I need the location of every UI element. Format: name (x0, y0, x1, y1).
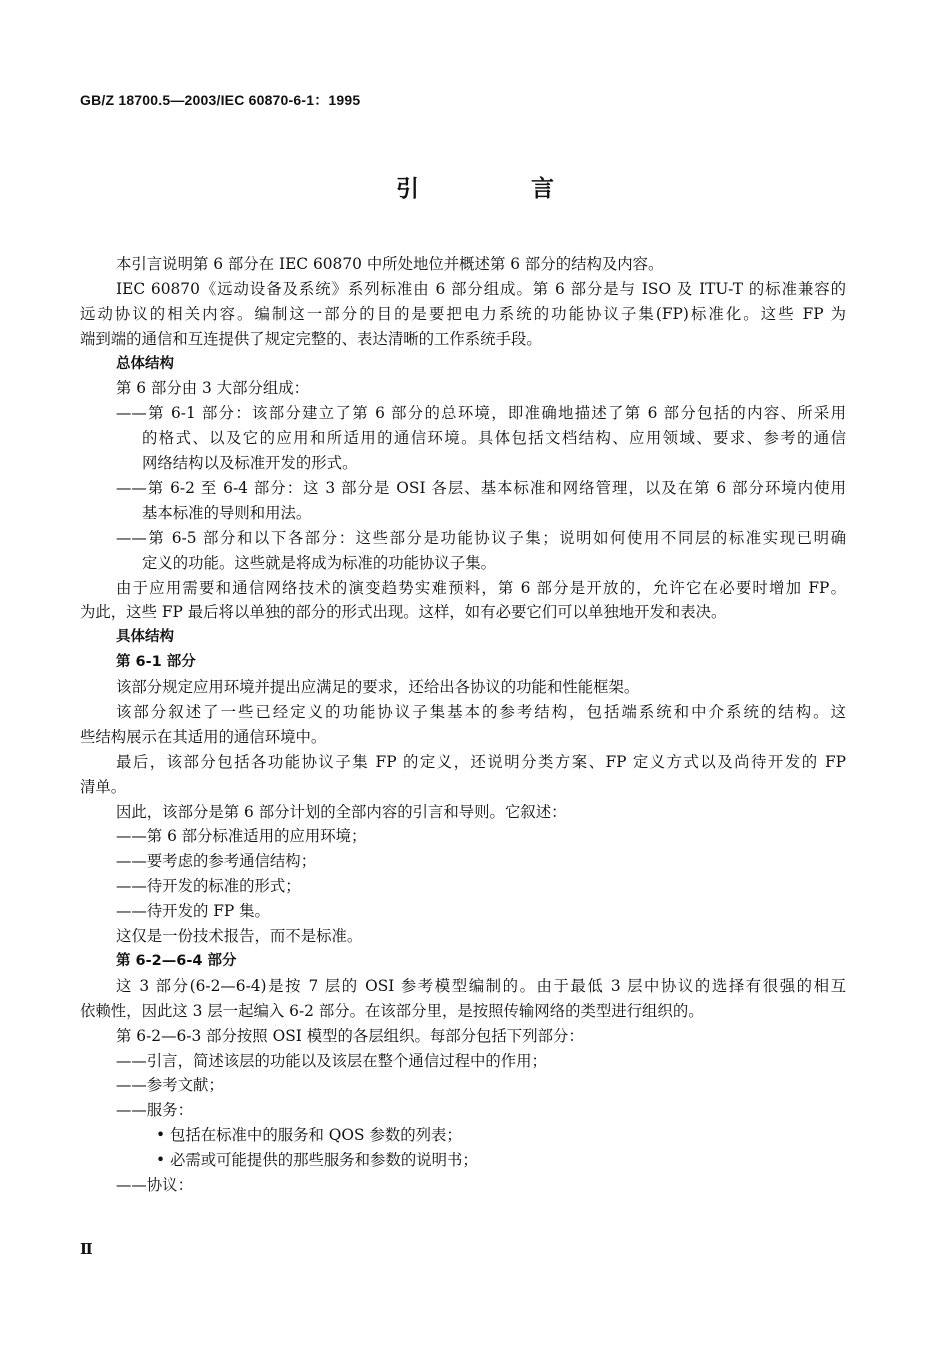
paragraph-line: 第 6-2—6-3 部分按照 OSI 模型的各层组织。每部分包括下列部分： (116, 1026, 584, 1045)
list-item: ——服务： (116, 1101, 193, 1120)
paragraph-line: 这 3 部分(6-2—6-4)是按 7 层的 OSI 参考模型编制的。由于最低 3 层中协议的选择有很强的相互 (116, 976, 846, 995)
list-item: ——协议： (116, 1175, 193, 1194)
paragraph-line: 清单。 (80, 777, 127, 796)
paragraph-line: 依赖性，因此这 3 层一起编入 6-2 部分。在该部分里，是按照传输网络的类型进行组织的。 (80, 1001, 704, 1020)
paragraph-line: IEC 60870《远动设备及系统》系列标准由 6 部分组成。第 6 部分是与 ISO 及 ITU-T 的标准兼容的 (116, 279, 846, 298)
list-item: ——第 6-5 部分和以下各部分：这些部分是功能协议子集；说明如何使用不同层的标准实现已明确 (116, 528, 846, 547)
document-body (80, 252, 846, 1198)
section-heading: 具体结构 (116, 629, 174, 646)
bullet-item: • 包括在标准中的服务和 QOS 参数的列表； (156, 1126, 462, 1145)
paragraph-line: 端到端的通信和互连提供了规定完整的、表达清晰的工作系统手段。 (80, 329, 542, 348)
subsection-heading: 第 6-1 部分 (116, 654, 196, 671)
paragraph-line: 些结构展示在其适用的通信环境中。 (80, 727, 327, 746)
paragraph-line: 为此，这些 FP 最后将以单独的部分的形式出现。这样，如有必要它们可以单独地开发和表决。 (80, 603, 727, 622)
list-item-continuation: 基本标准的导则和用法。 (142, 503, 312, 522)
paragraph-line: 本引言说明第 6 部分在 IEC 60870 中所处地位并概述第 6 部分的结构及内容。 (116, 255, 664, 273)
paragraph-line: 第 6 部分由 3 大部分组成： (116, 379, 310, 398)
list-item: ——要考虑的参考通信结构； (116, 852, 317, 871)
list-item: ——待开发的标准的形式； (116, 877, 301, 896)
list-item-continuation: 定义的功能。这些就是将成为标准的功能协议子集。 (142, 553, 496, 572)
paragraph-line: 最后，该部分包括各功能协议子集 FP 的定义，还说明分类方案、FP 定义方式以及尚待开发的 FP (116, 752, 846, 771)
subsection-heading: 第 6-2—6-4 部分 (116, 952, 237, 969)
paragraph-line: 该部分规定应用环境并提出应满足的要求，还给出各协议的功能和性能框架。 (116, 678, 640, 697)
paragraph-line: 该部分叙述了一些已经定义的功能协议子集基本的参考结构，包括端系统和中介系统的结构。这 (116, 703, 846, 722)
list-item: ——引言，简述该层的功能以及该层在整个通信过程中的作用； (116, 1051, 547, 1070)
section-heading: 总体结构 (116, 355, 174, 372)
list-item-continuation: 网络结构以及标准开发的形式。 (142, 454, 358, 473)
page-title: 引 言 (395, 176, 606, 202)
list-item: ——第 6 部分标准适用的应用环境； (116, 827, 367, 846)
paragraph-line: 由于应用需要和通信网络技术的演变趋势实难预料，第 6 部分是开放的，允许它在必要时增加 FP。 (116, 578, 846, 597)
list-item: ——第 6-1 部分：该部分建立了第 6 部分的总环境，即准确地描述了第 6 部分包括的内容、所采用 (116, 404, 846, 423)
list-item: ——待开发的 FP 集。 (116, 902, 270, 921)
paragraph-line: 远动协议的相关内容。编制这一部分的目的是要把电力系统的功能协议子集(FP)标准化。这些 FP 为 (80, 304, 846, 323)
paragraph-line: 因此，该部分是第 6 部分计划的全部内容的引言和导则。它叙述： (116, 802, 567, 821)
paragraph-line: 这仅是一份技术报告，而不是标准。 (116, 927, 363, 946)
list-item: ——第 6-2 至 6-4 部分：这 3 部分是 OSI 各层、基本标准和网络管理，以及在第 6 部分环境内使用 (116, 479, 846, 498)
document-header: GB/Z 18700.5—2003/IEC 60870-6-1：1995 (80, 92, 361, 108)
bullet-item: • 必需或可能提供的那些服务和参数的说明书； (156, 1151, 478, 1170)
list-item-continuation: 的格式、以及它的应用和所适用的通信环境。具体包括文档结构、应用领域、要求、参考的通信 (142, 429, 846, 448)
page-number: Ⅱ (80, 1242, 93, 1258)
list-item: ——参考文献； (116, 1076, 224, 1095)
